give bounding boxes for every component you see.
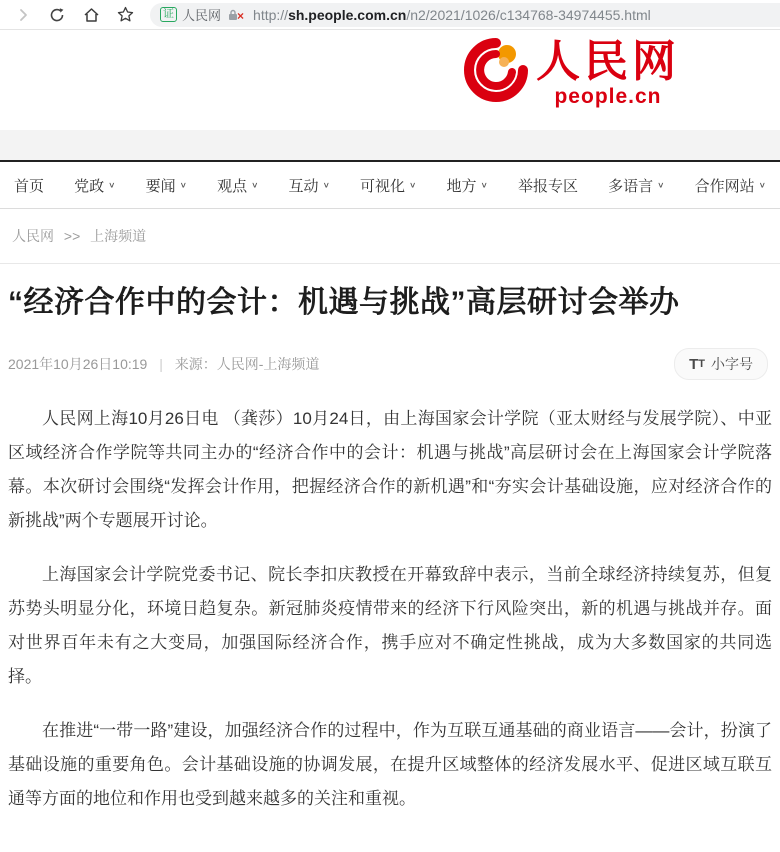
star-icon (117, 6, 134, 23)
article-date: 2021年10月26日10:19 (8, 356, 148, 372)
browser-toolbar (0, 0, 780, 30)
article-body (8, 402, 772, 816)
chevron-down-icon: ∨ (758, 180, 766, 190)
nav-item-3[interactable] (217, 175, 258, 196)
nav-item-label: 要闻 (145, 177, 176, 195)
chevron-down-icon: ∨ (108, 180, 116, 190)
url-text (253, 7, 651, 23)
nav-item-7[interactable] (518, 175, 578, 196)
address-bar[interactable] (150, 3, 780, 27)
header-gray-band (0, 130, 780, 160)
logo-latin-text: people.cn (554, 85, 662, 108)
refresh-icon (49, 7, 65, 23)
chevron-down-icon: ∨ (480, 180, 488, 190)
article-title: “经济合作中的会计：机遇与挑战”高层研讨会举办 (8, 286, 680, 319)
font-size-icon-large: T (689, 355, 699, 373)
nav-item-label: 互动 (288, 177, 319, 195)
nav-item-1[interactable] (74, 175, 115, 196)
main-nav (0, 162, 780, 209)
meta-separator: | (159, 356, 163, 372)
breadcrumb-zone (0, 209, 780, 264)
breadcrumb-channel-link[interactable]: 上海频道 (90, 228, 147, 244)
nav-item-9[interactable] (695, 175, 766, 196)
font-size-button[interactable] (674, 348, 768, 380)
breadcrumb-separator: >> (63, 228, 81, 244)
site-cert-badge: 证 (160, 7, 177, 22)
nav-item-label: 合作网站 (694, 177, 755, 195)
nav-item-label: 可视化 (360, 177, 406, 195)
url-path: /n2/2021/1026/c134768-34974455.html (406, 6, 651, 23)
refresh-button[interactable] (40, 1, 74, 29)
people-cn-logo[interactable] (464, 38, 680, 108)
nav-item-4[interactable] (289, 175, 330, 196)
article-paragraph-2: 在推进“一带一路”建设，加强经济合作的过程中，作为互联互通基础的商业语言——会计，扮演了基础设施的重要角色。会计基础设施的协调发展，在提升区域整体的经济发展水平、促进区域互联互通等方面的地位和作用也受到越来越多的关注和重视。 (8, 721, 772, 808)
nav-item-label: 地方 (446, 177, 477, 195)
nav-item-2[interactable] (146, 175, 187, 196)
nav-item-5[interactable] (360, 175, 416, 196)
chevron-down-icon: ∨ (179, 180, 187, 190)
bookmark-button[interactable] (108, 1, 142, 29)
chevron-down-icon: ∨ (409, 180, 417, 190)
forward-button[interactable] (6, 1, 40, 29)
site-header (0, 30, 780, 130)
nav-item-label: 党政 (74, 177, 105, 195)
insecure-lock-icon[interactable] (227, 9, 244, 21)
home-icon (83, 7, 100, 23)
breadcrumb (12, 226, 146, 246)
nav-item-label: 首页 (14, 177, 45, 195)
article-meta-row (8, 348, 772, 380)
insecure-x-mark: × (237, 8, 245, 23)
nav-item-label: 观点 (217, 177, 248, 195)
nav-item-label: 举报专区 (517, 177, 578, 195)
forward-chevron-icon (16, 8, 30, 22)
logo-chinese-text: 人民网 (536, 37, 680, 86)
article-paragraph-0: 人民网上海10月26日电 （龚莎）10月24日，由上海国家会计学院（亚太财经与发展学院）、中亚区域经济合作学院等共同主办的“经济合作中的会计：机遇与挑战”高层研讨会在上海国家会计学院落幕。本次研讨会围绕“发挥会计作用，把握经济合作的新机遇”和“夯实会计基础设施，应对经济合作的新挑战”两个专题展开讨论。 (8, 409, 772, 530)
nav-item-8[interactable] (608, 175, 664, 196)
url-host: sh.people.com.cn (288, 6, 407, 23)
globe-swirl-icon (464, 38, 536, 102)
chevron-down-icon: ∨ (251, 180, 259, 190)
font-size-icon-small: T (698, 358, 705, 370)
nav-item-label: 多语言 (608, 177, 654, 195)
url-scheme: http:// (253, 6, 289, 23)
nav-item-6[interactable] (446, 175, 487, 196)
chevron-down-icon: ∨ (657, 180, 665, 190)
nav-item-0[interactable] (14, 175, 44, 196)
article-source: 来源：人民网-上海频道 (174, 356, 320, 372)
article (0, 282, 780, 816)
breadcrumb-site-link[interactable]: 人民网 (12, 228, 54, 244)
home-button[interactable] (74, 1, 108, 29)
site-verified-name: 人民网 (182, 8, 222, 23)
article-meta (8, 354, 319, 374)
font-size-label: 小字号 (711, 356, 753, 372)
chevron-down-icon: ∨ (322, 180, 330, 190)
article-paragraph-1: 上海国家会计学院党委书记、院长李扣庆教授在开幕致辞中表示，当前全球经济持续复苏，但复苏势头明显分化，环境日趋复杂。新冠肺炎疫情带来的经济下行风险突出，新的机遇与挑战并存。面对世界百年未有之大变局，加强国际经济合作，携手应对不确定性挑战，成为大多数国家的共同选择。 (8, 565, 772, 686)
